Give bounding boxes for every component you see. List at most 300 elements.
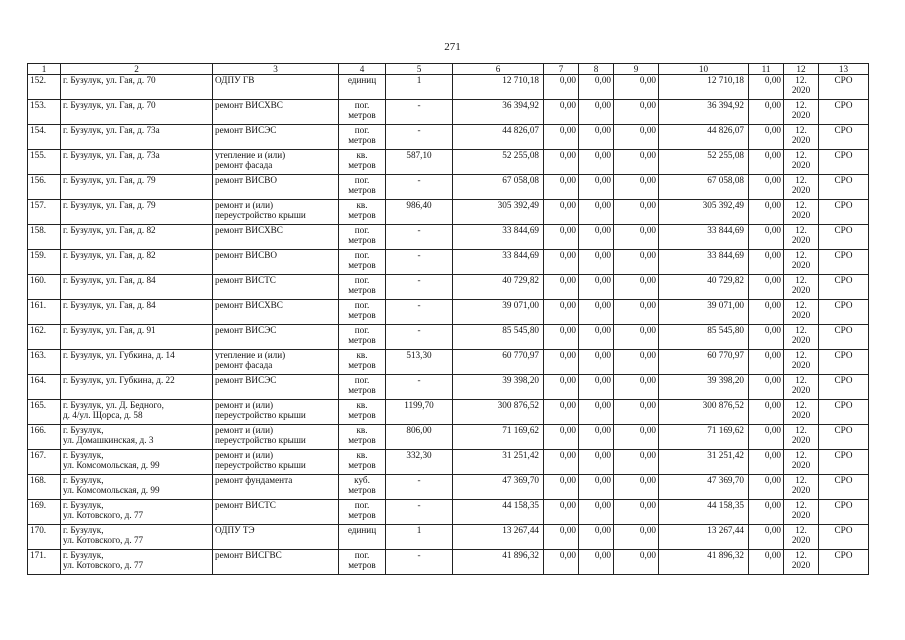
address-line: ул. Домашкинская, д. 3: [63, 435, 154, 445]
col7-value-cell: 0,00: [544, 125, 579, 150]
address-cell: [61, 150, 213, 175]
work-type-cell: [213, 275, 339, 300]
row-number-cell: 165.: [28, 400, 61, 425]
total-cost-cell: 13 267,44: [453, 525, 544, 550]
address-cell: [61, 375, 213, 400]
col7-value-cell: 0,00: [544, 450, 579, 475]
address-line: ул. Котовского, д. 77: [63, 560, 144, 570]
total-cost-cell: 305 392,49: [453, 200, 544, 225]
quantity-cell: -: [386, 225, 453, 250]
col9-value-cell: 0,00: [614, 125, 659, 150]
table-row: [28, 375, 869, 400]
unit-line: пог.: [354, 550, 370, 560]
funding-source-cell: СРО: [819, 550, 869, 575]
row-number-cell: 157.: [28, 200, 61, 225]
work-type-cell: [213, 100, 339, 125]
unit-cell: [339, 475, 386, 500]
table-row: [28, 250, 869, 275]
unit-line: метров: [348, 435, 376, 445]
col9-value-cell: 0,00: [614, 150, 659, 175]
period-line: 12.: [795, 100, 807, 110]
address-cell: [61, 475, 213, 500]
unit-cell: [339, 325, 386, 350]
unit-line: метров: [348, 360, 376, 370]
address-cell: [61, 400, 213, 425]
total-cost-cell: 41 896,32: [453, 550, 544, 575]
col9-value-cell: 0,00: [614, 75, 659, 100]
period-cell: [784, 150, 819, 175]
unit-cell: [339, 125, 386, 150]
col7-value-cell: 0,00: [544, 425, 579, 450]
quantity-cell: 806,00: [386, 425, 453, 450]
col9-value-cell: 0,00: [614, 475, 659, 500]
work-type-line: ОДПУ ТЭ: [215, 525, 255, 535]
period-line: 12.: [795, 400, 807, 410]
col9-value-cell: 0,00: [614, 175, 659, 200]
table-row: [28, 225, 869, 250]
period-cell: [784, 300, 819, 325]
total-cost-cell: 40 729,82: [453, 275, 544, 300]
address-cell: [61, 175, 213, 200]
work-type-cell: [213, 375, 339, 400]
column-number: 9: [614, 64, 659, 75]
total-cost-cell: 39 071,00: [453, 300, 544, 325]
unit-cell: [339, 400, 386, 425]
col8-value-cell: 0,00: [579, 125, 614, 150]
table-row: [28, 300, 869, 325]
unit-line: единиц: [347, 75, 377, 85]
row-number-cell: 152.: [28, 75, 61, 100]
row-number-cell: 169.: [28, 500, 61, 525]
total-cost-cell: 52 255,08: [453, 150, 544, 175]
col7-value-cell: 0,00: [544, 150, 579, 175]
col9-value-cell: 0,00: [614, 225, 659, 250]
col11-value-cell: 0,00: [749, 500, 784, 525]
unit-line: пог.: [354, 300, 370, 310]
column-numbers-row: [28, 64, 869, 75]
quantity-cell: -: [386, 550, 453, 575]
quantity-cell: 1: [386, 525, 453, 550]
col10-value-cell: 36 394,92: [659, 100, 749, 125]
address-line: г. Бузулук,: [63, 450, 104, 460]
col8-value-cell: 0,00: [579, 250, 614, 275]
period-line: 2020: [791, 110, 811, 120]
unit-line: пог.: [354, 250, 370, 260]
work-type-line: ремонт фундамента: [215, 475, 293, 485]
total-cost-cell: 12 710,18: [453, 75, 544, 100]
period-line: 2020: [791, 385, 811, 395]
table-row: [28, 200, 869, 225]
col10-value-cell: 39 071,00: [659, 300, 749, 325]
period-cell: [784, 450, 819, 475]
period-line: 12.: [795, 500, 807, 510]
total-cost-cell: 300 876,52: [453, 400, 544, 425]
col7-value-cell: 0,00: [544, 100, 579, 125]
work-type-cell: [213, 500, 339, 525]
col7-value-cell: 0,00: [544, 175, 579, 200]
row-number-cell: 158.: [28, 225, 61, 250]
col11-value-cell: 0,00: [749, 525, 784, 550]
row-number-cell: 161.: [28, 300, 61, 325]
col8-value-cell: 0,00: [579, 525, 614, 550]
work-type-cell: [213, 525, 339, 550]
unit-cell: [339, 250, 386, 275]
row-number-cell: 168.: [28, 475, 61, 500]
period-cell: [784, 275, 819, 300]
work-type-line: ремонт и (или): [215, 450, 274, 460]
col11-value-cell: 0,00: [749, 150, 784, 175]
work-type-line: ремонт ВИСХВС: [215, 100, 283, 110]
unit-cell: [339, 300, 386, 325]
quantity-cell: -: [386, 375, 453, 400]
unit-line: кв.: [356, 150, 368, 160]
col11-value-cell: 0,00: [749, 400, 784, 425]
funding-source-cell: СРО: [819, 500, 869, 525]
unit-cell: [339, 500, 386, 525]
period-cell: [784, 125, 819, 150]
period-line: 12.: [795, 200, 807, 210]
col10-value-cell: 47 369,70: [659, 475, 749, 500]
total-cost-cell: 39 398,20: [453, 375, 544, 400]
funding-source-cell: СРО: [819, 475, 869, 500]
address-cell: [61, 200, 213, 225]
work-type-line: ОДПУ ГВ: [215, 75, 255, 85]
table-row: [28, 400, 869, 425]
period-line: 2020: [791, 485, 811, 495]
unit-cell: [339, 175, 386, 200]
col7-value-cell: 0,00: [544, 200, 579, 225]
work-type-line: ремонт ВИСВО: [215, 175, 277, 185]
period-line: 12.: [795, 475, 807, 485]
quantity-cell: -: [386, 300, 453, 325]
unit-line: метров: [348, 310, 376, 320]
col11-value-cell: 0,00: [749, 225, 784, 250]
address-line: г. Бузулук, ул. Гая, д. 70: [63, 100, 156, 110]
funding-source-cell: СРО: [819, 125, 869, 150]
period-line: 12.: [795, 150, 807, 160]
unit-line: кв.: [356, 400, 368, 410]
column-number: 1: [28, 64, 61, 75]
unit-line: метров: [348, 285, 376, 295]
address-cell: [61, 250, 213, 275]
col11-value-cell: 0,00: [749, 425, 784, 450]
period-line: 12.: [795, 375, 807, 385]
unit-cell: [339, 525, 386, 550]
unit-line: метров: [348, 210, 376, 220]
row-number-cell: 156.: [28, 175, 61, 200]
unit-line: пог.: [354, 100, 370, 110]
row-number-cell: 154.: [28, 125, 61, 150]
col7-value-cell: 0,00: [544, 500, 579, 525]
table-row: [28, 150, 869, 175]
col10-value-cell: 31 251,42: [659, 450, 749, 475]
address-cell: [61, 125, 213, 150]
col8-value-cell: 0,00: [579, 225, 614, 250]
col10-value-cell: 52 255,08: [659, 150, 749, 175]
col8-value-cell: 0,00: [579, 350, 614, 375]
address-line: г. Бузулук, ул. Гая, д. 79: [63, 175, 156, 185]
col11-value-cell: 0,00: [749, 375, 784, 400]
work-type-line: ремонт ВИСХВС: [215, 300, 283, 310]
address-line: ул. Котовского, д. 77: [63, 510, 144, 520]
work-type-line: ремонт ВИСЭС: [215, 125, 277, 135]
row-number-cell: 160.: [28, 275, 61, 300]
funding-source-cell: СРО: [819, 250, 869, 275]
period-line: 12.: [795, 125, 807, 135]
table-row: [28, 475, 869, 500]
row-number-cell: 167.: [28, 450, 61, 475]
col9-value-cell: 0,00: [614, 275, 659, 300]
col10-value-cell: 44 158,35: [659, 500, 749, 525]
period-cell: [784, 100, 819, 125]
work-type-line: ремонт ВИСХВС: [215, 225, 283, 235]
funding-source-cell: СРО: [819, 200, 869, 225]
col8-value-cell: 0,00: [579, 200, 614, 225]
col7-value-cell: 0,00: [544, 375, 579, 400]
period-line: 2020: [791, 85, 811, 95]
unit-line: единиц: [347, 525, 377, 535]
col11-value-cell: 0,00: [749, 275, 784, 300]
page-number: 271: [444, 41, 461, 53]
unit-cell: [339, 375, 386, 400]
unit-line: пог.: [354, 175, 370, 185]
work-type-line: ремонт ВИСГВС: [215, 550, 282, 560]
unit-line: метров: [348, 135, 376, 145]
quantity-cell: -: [386, 500, 453, 525]
unit-line: метров: [348, 385, 376, 395]
col7-value-cell: 0,00: [544, 75, 579, 100]
period-line: 12.: [795, 175, 807, 185]
unit-cell: [339, 100, 386, 125]
work-type-cell: [213, 325, 339, 350]
funding-source-cell: СРО: [819, 275, 869, 300]
col10-value-cell: 67 058,08: [659, 175, 749, 200]
work-type-cell: [213, 125, 339, 150]
total-cost-cell: 47 369,70: [453, 475, 544, 500]
period-line: 12.: [795, 450, 807, 460]
total-cost-cell: 33 844,69: [453, 225, 544, 250]
column-number: 13: [819, 64, 869, 75]
period-cell: [784, 375, 819, 400]
work-type-line: переустройство крыши: [215, 210, 306, 220]
period-line: 2020: [791, 435, 811, 445]
period-cell: [784, 550, 819, 575]
period-cell: [784, 400, 819, 425]
table-row: [28, 450, 869, 475]
address-line: г. Бузулук,: [63, 500, 104, 510]
total-cost-cell: 31 251,42: [453, 450, 544, 475]
funding-source-cell: СРО: [819, 100, 869, 125]
col8-value-cell: 0,00: [579, 425, 614, 450]
period-line: 2020: [791, 360, 811, 370]
col11-value-cell: 0,00: [749, 475, 784, 500]
column-number: 11: [749, 64, 784, 75]
quantity-cell: -: [386, 125, 453, 150]
work-type-cell: [213, 350, 339, 375]
column-number: 2: [61, 64, 213, 75]
col10-value-cell: 40 729,82: [659, 275, 749, 300]
quantity-cell: 513,30: [386, 350, 453, 375]
col11-value-cell: 0,00: [749, 350, 784, 375]
period-line: 2020: [791, 460, 811, 470]
col10-value-cell: 305 392,49: [659, 200, 749, 225]
address-cell: [61, 300, 213, 325]
unit-cell: [339, 425, 386, 450]
funding-source-cell: СРО: [819, 425, 869, 450]
row-number-cell: 170.: [28, 525, 61, 550]
period-line: 2020: [791, 510, 811, 520]
period-cell: [784, 75, 819, 100]
col10-value-cell: 300 876,52: [659, 400, 749, 425]
table-row: [28, 525, 869, 550]
quantity-cell: 587,10: [386, 150, 453, 175]
period-line: 2020: [791, 135, 811, 145]
work-type-line: ремонт ВИСЭС: [215, 325, 277, 335]
work-type-line: переустройство крыши: [215, 435, 306, 445]
funding-source-cell: СРО: [819, 325, 869, 350]
unit-cell: [339, 225, 386, 250]
col10-value-cell: 33 844,69: [659, 250, 749, 275]
unit-cell: [339, 150, 386, 175]
col10-value-cell: 85 545,80: [659, 325, 749, 350]
col7-value-cell: 0,00: [544, 275, 579, 300]
work-type-line: переустройство крыши: [215, 410, 306, 420]
address-line: г. Бузулук, ул. Гая, д. 82: [63, 225, 156, 235]
address-line: г. Бузулук,: [63, 525, 104, 535]
unit-cell: [339, 275, 386, 300]
total-cost-cell: 44 826,07: [453, 125, 544, 150]
work-type-line: ремонт и (или): [215, 400, 274, 410]
work-type-line: ремонт ВИСВО: [215, 250, 277, 260]
address-line: г. Бузулук, ул. Гая, д. 82: [63, 250, 156, 260]
work-type-cell: [213, 425, 339, 450]
col8-value-cell: 0,00: [579, 475, 614, 500]
unit-cell: [339, 450, 386, 475]
period-line: 12.: [795, 75, 807, 85]
work-type-cell: [213, 200, 339, 225]
col11-value-cell: 0,00: [749, 325, 784, 350]
unit-line: метров: [348, 485, 376, 495]
period-line: 12.: [795, 300, 807, 310]
column-number: 7: [544, 64, 579, 75]
total-cost-cell: 67 058,08: [453, 175, 544, 200]
address-line: ул. Комсомольская, д. 99: [63, 485, 160, 495]
col9-value-cell: 0,00: [614, 200, 659, 225]
col10-value-cell: 13 267,44: [659, 525, 749, 550]
col9-value-cell: 0,00: [614, 325, 659, 350]
address-line: д. 4/ул. Щорса, д. 58: [63, 410, 143, 420]
table-row: [28, 100, 869, 125]
period-cell: [784, 250, 819, 275]
funding-source-cell: СРО: [819, 450, 869, 475]
quantity-cell: 1199,70: [386, 400, 453, 425]
col8-value-cell: 0,00: [579, 375, 614, 400]
unit-line: метров: [348, 510, 376, 520]
col10-value-cell: 39 398,20: [659, 375, 749, 400]
address-cell: [61, 75, 213, 100]
row-number-cell: 155.: [28, 150, 61, 175]
col11-value-cell: 0,00: [749, 200, 784, 225]
column-number: 10: [659, 64, 749, 75]
address-line: г. Бузулук,: [63, 425, 104, 435]
period-line: 2020: [791, 310, 811, 320]
total-cost-cell: 33 844,69: [453, 250, 544, 275]
unit-line: метров: [348, 560, 376, 570]
col7-value-cell: 0,00: [544, 550, 579, 575]
col8-value-cell: 0,00: [579, 275, 614, 300]
col8-value-cell: 0,00: [579, 550, 614, 575]
unit-line: метров: [348, 335, 376, 345]
total-cost-cell: 36 394,92: [453, 100, 544, 125]
address-line: г. Бузулук, ул. Гая, д. 79: [63, 200, 156, 210]
column-number: 5: [386, 64, 453, 75]
table-row: [28, 325, 869, 350]
work-type-cell: [213, 175, 339, 200]
period-line: 2020: [791, 285, 811, 295]
col8-value-cell: 0,00: [579, 150, 614, 175]
total-cost-cell: 85 545,80: [453, 325, 544, 350]
quantity-cell: -: [386, 325, 453, 350]
quantity-cell: -: [386, 100, 453, 125]
quantity-cell: 1: [386, 75, 453, 100]
row-number-cell: 166.: [28, 425, 61, 450]
unit-line: пог.: [354, 275, 370, 285]
table-row: [28, 425, 869, 450]
col11-value-cell: 0,00: [749, 300, 784, 325]
row-number-cell: 153.: [28, 100, 61, 125]
col10-value-cell: 12 710,18: [659, 75, 749, 100]
address-cell: [61, 350, 213, 375]
address-cell: [61, 525, 213, 550]
period-line: 12.: [795, 250, 807, 260]
col9-value-cell: 0,00: [614, 350, 659, 375]
col8-value-cell: 0,00: [579, 100, 614, 125]
period-line: 12.: [795, 275, 807, 285]
unit-line: метров: [348, 410, 376, 420]
col8-value-cell: 0,00: [579, 400, 614, 425]
col10-value-cell: 33 844,69: [659, 225, 749, 250]
funding-source-cell: СРО: [819, 350, 869, 375]
work-type-line: ремонт фасада: [215, 160, 273, 170]
work-type-line: ремонт и (или): [215, 425, 274, 435]
address-cell: [61, 425, 213, 450]
address-line: г. Бузулук, ул. Губкина, д. 14: [63, 350, 175, 360]
address-line: г. Бузулук, ул. Гая, д. 84: [63, 300, 156, 310]
col9-value-cell: 0,00: [614, 500, 659, 525]
period-cell: [784, 425, 819, 450]
table-row: [28, 550, 869, 575]
unit-line: пог.: [354, 325, 370, 335]
address-line: ул. Комсомольская, д. 99: [63, 460, 160, 470]
period-line: 2020: [791, 535, 811, 545]
period-cell: [784, 225, 819, 250]
address-line: г. Бузулук, ул. Гая, д. 73а: [63, 150, 160, 160]
col7-value-cell: 0,00: [544, 325, 579, 350]
funding-source-cell: СРО: [819, 375, 869, 400]
address-line: г. Бузулук,: [63, 550, 104, 560]
address-cell: [61, 550, 213, 575]
col8-value-cell: 0,00: [579, 75, 614, 100]
unit-line: метров: [348, 160, 376, 170]
row-number-cell: 159.: [28, 250, 61, 275]
col8-value-cell: 0,00: [579, 500, 614, 525]
period-line: 2020: [791, 185, 811, 195]
col11-value-cell: 0,00: [749, 250, 784, 275]
address-cell: [61, 100, 213, 125]
quantity-cell: -: [386, 475, 453, 500]
address-line: г. Бузулук, ул. Гая, д. 73а: [63, 125, 160, 135]
funding-source-cell: СРО: [819, 400, 869, 425]
